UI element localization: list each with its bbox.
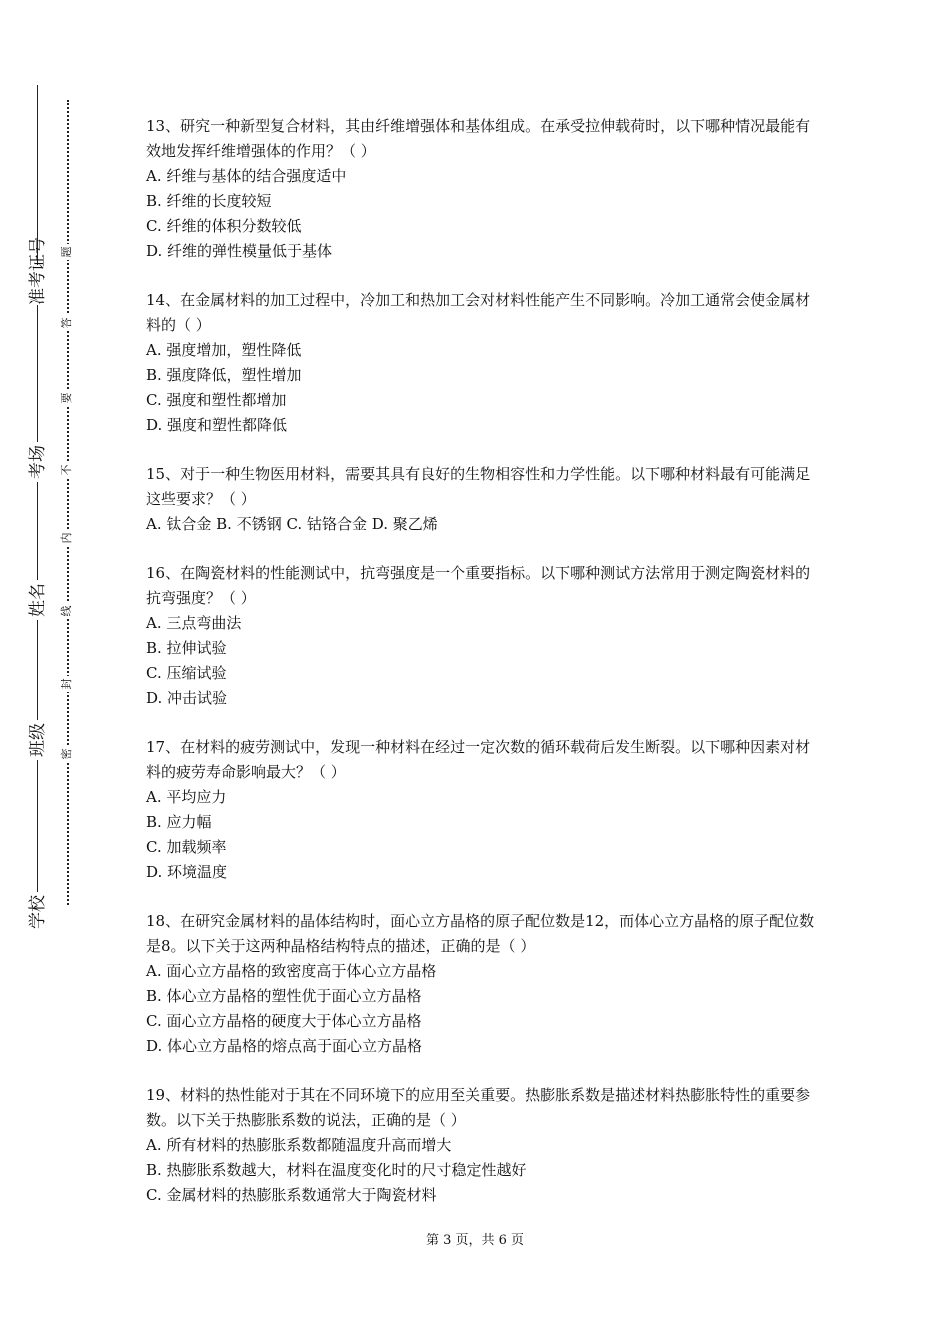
page-footer: 第 3 页，共 6 页 xyxy=(425,1233,525,1248)
seal-char: 答 xyxy=(59,315,75,331)
question-stem: 13、研究一种新型复合材料，其由纤维增强体和基体组成。在承受拉伸载荷时，以下哪种情况最能有效地发挥纤维增强体的作用？（ ） xyxy=(146,117,811,160)
option-c: C. 纤维的体积分数较低 xyxy=(146,217,302,235)
question-15 xyxy=(146,462,816,537)
question-19 xyxy=(146,1083,816,1208)
seal-char: 线 xyxy=(59,603,75,619)
option-d: D. 体心立方晶格的熔点高于面心立方晶格 xyxy=(146,1037,423,1055)
option-d: D. 冲击试验 xyxy=(146,689,228,707)
question-stem: 19、材料的热性能对于其在不同环境下的应用至关重要。热膨胀系数是描述材料热膨胀特性的重要参数。以下关于热膨胀系数的说法，正确的是（ ） xyxy=(146,1086,811,1129)
exam-id-label: 准考证号 xyxy=(28,237,48,305)
seal-char: 封 xyxy=(59,676,75,692)
option-a: A. 三点弯曲法 xyxy=(146,614,242,632)
seal-char: 题 xyxy=(59,244,75,260)
option-b: B. 拉伸试验 xyxy=(146,639,227,657)
option-d: D. 环境温度 xyxy=(146,863,228,881)
option-a: A. 所有材料的热膨胀系数都随温度升高而增大 xyxy=(146,1136,452,1154)
question-16 xyxy=(146,561,816,711)
option-b: B. 强度降低，塑性增加 xyxy=(146,366,302,384)
seal-dotted-line xyxy=(67,100,69,905)
seal-char: 要 xyxy=(59,390,75,406)
option-c: C. 加载频率 xyxy=(146,838,227,856)
question-14 xyxy=(146,288,816,438)
option-a: A. 纤维与基体的结合强度适中 xyxy=(146,167,347,185)
options-inline: A. 钛合金 B. 不锈钢 C. 钴铬合金 D. 聚乙烯 xyxy=(146,515,438,533)
binding-line xyxy=(37,85,38,917)
question-stem: 16、在陶瓷材料的性能测试中，抗弯强度是一个重要指标。以下哪种测试方法常用于测定陶瓷材料的抗弯强度？（ ） xyxy=(146,564,811,607)
option-d: D. 强度和塑性都降低 xyxy=(146,416,288,434)
question-list xyxy=(146,114,816,1232)
seal-char: 不 xyxy=(59,462,75,478)
school-label: 学校 xyxy=(28,892,48,932)
question-18 xyxy=(146,909,816,1059)
option-a: A. 平均应力 xyxy=(146,788,227,806)
question-13 xyxy=(146,114,816,264)
option-b: B. 应力幅 xyxy=(146,813,212,831)
binding-margin xyxy=(0,0,100,1344)
question-stem: 15、对于一种生物医用材料，需要其具有良好的生物相容性和力学性能。以下哪种材料最有可能满足这些要求？（ ） xyxy=(146,465,811,508)
question-stem: 17、在材料的疲劳测试中，发现一种材料在经过一定次数的循环载荷后发生断裂。以下哪种因素对材料的疲劳寿命影响最大？（ ） xyxy=(146,738,811,781)
exam-room-label: 考场 xyxy=(28,442,48,482)
question-17 xyxy=(146,735,816,885)
option-c: C. 金属材料的热膨胀系数通常大于陶瓷材料 xyxy=(146,1186,437,1204)
name-label: 姓名 xyxy=(28,580,48,620)
option-a: A. 强度增加，塑性降低 xyxy=(146,341,302,359)
option-d: D. 纤维的弹性模量低于基体 xyxy=(146,242,333,260)
class-label: 班级 xyxy=(28,720,48,760)
option-c: C. 面心立方晶格的硬度大于体心立方晶格 xyxy=(146,1012,422,1030)
question-stem: 18、在研究金属材料的晶体结构时，面心立方晶格的原子配位数是12，而体心立方晶格的原子配位数是8。以下关于这两种晶格结构特点的描述，正确的是（ ） xyxy=(146,912,815,955)
question-stem: 14、在金属材料的加工过程中，冷加工和热加工会对材料性能产生不同影响。冷加工通常会使金属材料的（ ） xyxy=(146,291,811,334)
seal-char: 密 xyxy=(59,746,75,762)
option-b: B. 纤维的长度较短 xyxy=(146,192,272,210)
option-a: A. 面心立方晶格的致密度高于体心立方晶格 xyxy=(146,962,437,980)
option-c: C. 强度和塑性都增加 xyxy=(146,391,287,409)
option-c: C. 压缩试验 xyxy=(146,664,227,682)
option-b: B. 体心立方晶格的塑性优于面心立方晶格 xyxy=(146,987,422,1005)
seal-char: 内 xyxy=(59,530,75,546)
option-b: B. 热膨胀系数越大，材料在温度变化时的尺寸稳定性越好 xyxy=(146,1161,527,1179)
